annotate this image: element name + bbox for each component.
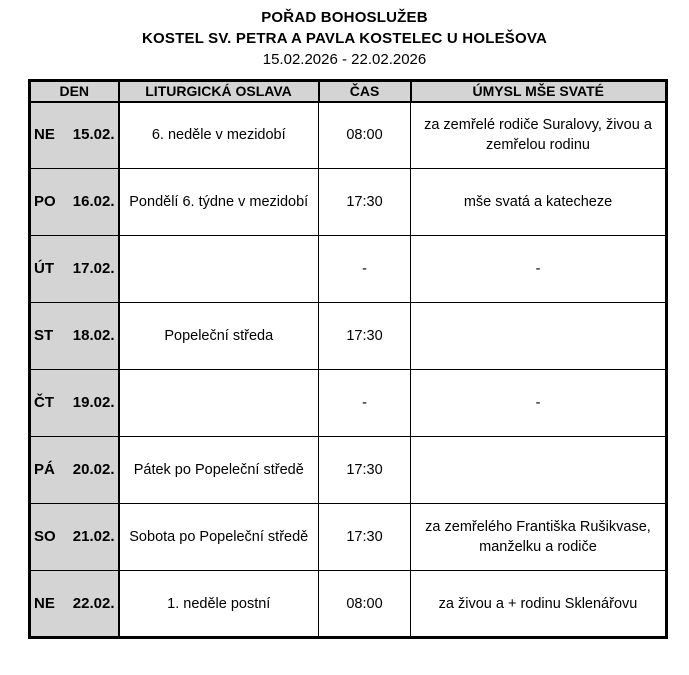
table-header-row — [30, 81, 667, 102]
day-cell — [30, 303, 119, 370]
table-row — [30, 571, 667, 638]
column-header-cas: ČAS — [319, 81, 411, 102]
table-row — [30, 437, 667, 504]
day-date: 16.02. — [72, 193, 115, 210]
column-header-den: DEN — [30, 81, 119, 102]
intention-cell: - — [411, 370, 667, 437]
day-abbreviation: PO — [34, 193, 56, 210]
column-header-liturgicka-oslava: LITURGICKÁ OSLAVA — [119, 81, 319, 102]
day-cell — [30, 370, 119, 437]
day-abbreviation: NE — [34, 126, 55, 144]
day-wrap — [34, 460, 115, 480]
day-abbreviation: NE — [34, 594, 55, 612]
time-cell: 08:00 — [319, 571, 411, 638]
schedule-table-body — [30, 102, 667, 638]
day-abbreviation: ST — [34, 327, 54, 344]
table-row — [30, 303, 667, 370]
celebration-cell: Pátek po Popeleční středě — [119, 437, 319, 504]
intention-cell: za zemřelého Františka Rušikvase, manželku a rodiče — [411, 504, 667, 571]
day-wrap — [34, 527, 115, 547]
time-cell: - — [319, 370, 411, 437]
day-wrap — [34, 393, 115, 413]
day-abbreviation: ČT — [34, 394, 54, 411]
time-cell: 08:00 — [319, 102, 411, 169]
table-row — [30, 102, 667, 169]
day-wrap — [34, 192, 115, 212]
celebration-cell: 1. neděle postní — [119, 571, 319, 638]
table-row — [30, 236, 667, 303]
day-date: 19.02. — [72, 394, 115, 411]
day-cell — [30, 504, 119, 571]
day-date: 22.02. — [72, 594, 115, 612]
intention-cell — [411, 437, 667, 504]
celebration-cell — [119, 370, 319, 437]
day-wrap — [34, 259, 115, 279]
day-abbreviation: PÁ — [34, 461, 55, 478]
table-row — [30, 504, 667, 571]
intention-cell: za živou a + rodinu Sklenářovu — [411, 571, 667, 638]
intention-cell: mše svatá a katecheze — [411, 169, 667, 236]
day-cell — [30, 236, 119, 303]
celebration-cell: Popeleční středa — [119, 303, 319, 370]
day-wrap — [34, 326, 115, 346]
time-cell: - — [319, 236, 411, 303]
intention-cell: za zemřelé rodiče Suralovy, živou a zemřelou rodinu — [411, 102, 667, 169]
time-cell: 17:30 — [319, 169, 411, 236]
day-wrap — [34, 594, 115, 614]
day-abbreviation: SO — [34, 528, 56, 545]
table-row — [30, 370, 667, 437]
day-cell — [30, 437, 119, 504]
day-date: 17.02. — [72, 260, 115, 277]
day-date: 15.02. — [72, 126, 115, 144]
table-row — [30, 169, 667, 236]
day-cell — [30, 571, 119, 638]
celebration-cell — [119, 236, 319, 303]
column-header-umysl-mse-svate: ÚMYSL MŠE SVATÉ — [411, 81, 667, 102]
day-wrap — [34, 125, 115, 145]
day-cell — [30, 169, 119, 236]
day-cell — [30, 102, 119, 169]
time-cell: 17:30 — [319, 504, 411, 571]
intention-cell — [411, 303, 667, 370]
intention-cell: - — [411, 236, 667, 303]
day-date: 21.02. — [72, 528, 115, 545]
celebration-cell: Pondělí 6. týdne v mezidobí — [119, 169, 319, 236]
document-subtitle: KOSTEL SV. PETRA A PAVLA KOSTELEC U HOLEŠOVA — [142, 30, 547, 47]
date-range: 15.02.2026 - 22.02.2026 — [262, 51, 427, 68]
time-cell: 17:30 — [319, 437, 411, 504]
day-date: 18.02. — [72, 327, 115, 344]
celebration-cell: 6. neděle v mezidobí — [119, 102, 319, 169]
document-header — [0, 0, 689, 70]
celebration-cell: Sobota po Popeleční středě — [119, 504, 319, 571]
document-title: POŘAD BOHOSLUŽEB — [261, 9, 428, 26]
day-date: 20.02. — [72, 461, 115, 478]
time-cell: 17:30 — [319, 303, 411, 370]
day-abbreviation: ÚT — [34, 260, 54, 277]
schedule-table — [28, 79, 668, 639]
